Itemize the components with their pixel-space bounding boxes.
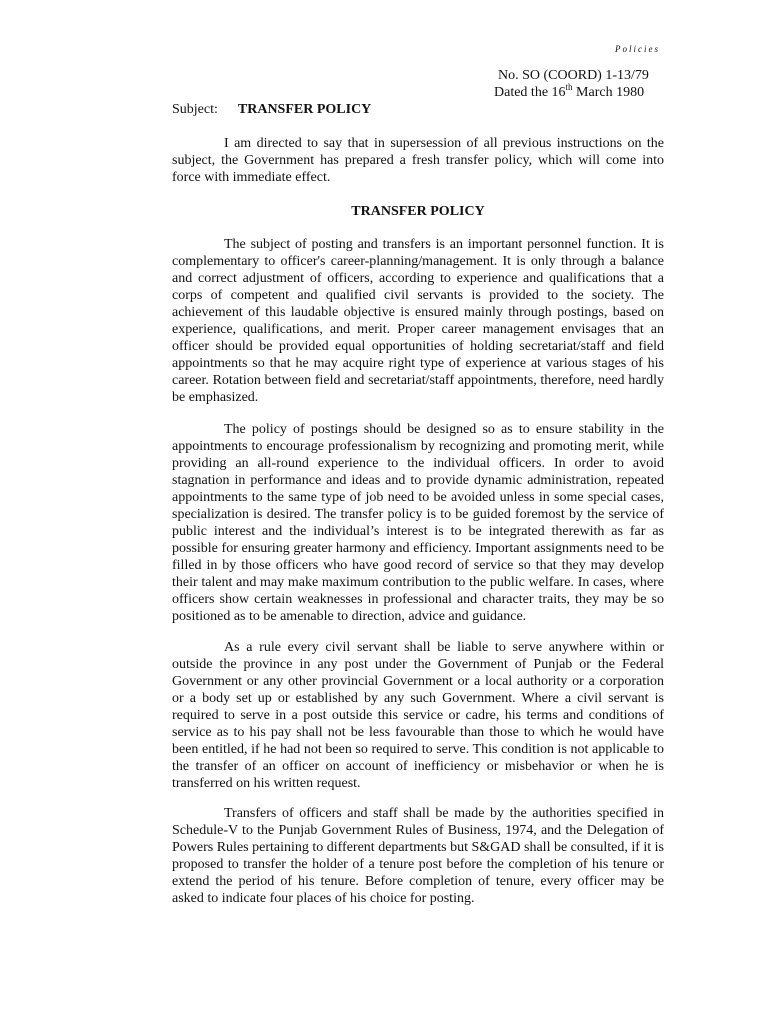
paragraph-text: The subject of posting and transfers is an important personnel function. It is complementary to officer's career-planning/management. It is only through a balance and correct adjustment of officers, according to experience and qualifications that a corps of competent and qualified civil servants is provided to the society. The achievement of this laudable objective is ensured mainly through postings, based on experience, qualifications, and merit. Proper career management envisages that an officer should be provided equal opportunities of holding secretariat/staff and field appointments so that he may acquire right type of experience at various stages of his career. Rotation between field and secretariat/staff appointments, therefore, need hardly be emphasized. bbox=[172, 237, 664, 405]
paragraph-text: Transfers of officers and staff shall be made by the authorities specified in Schedule-V to the Punjab Government Rules of Business, 1974, and the Delegation of Powers Rules pertaining to different departments but S&GAD shall be consulted, if it is proposed to transfer the holder of a tenure post before the completion of his tenure or extend the period of his tenure. Before completion of tenure, every officer may be asked to indicate four places of his choice for posting. bbox=[172, 806, 664, 906]
date-rest: March 1980 bbox=[572, 85, 645, 100]
subject-line bbox=[172, 101, 371, 118]
date-suffix: th bbox=[565, 82, 573, 92]
paragraph-text: As a rule every civil servant shall be liable to serve anywhere within or outside the province in any post under the Government of Punjab or the Federal Government or any other provincial Government or a local authority or a corporation or a body set up or established by any such Government. Where a civil servant is required to serve in a post outside this service or cadre, his terms and conditions of service as to his pay shall not be less favourable than those to which he would have been entitled, if he had not been so required to serve. This condition is not applicable to the transfer of an officer on account of inefficiency or misbehavior or when he is transferred on his written request. bbox=[172, 640, 664, 791]
subject-label: Subject: bbox=[172, 102, 218, 117]
section-heading: TRANSFER POLICY bbox=[351, 204, 485, 219]
header-tag: Policies bbox=[615, 44, 660, 54]
reference-date bbox=[494, 84, 664, 101]
paragraph-2 bbox=[172, 421, 664, 625]
date-prefix: Dated the 16 bbox=[494, 85, 566, 100]
subject-title: TRANSFER POLICY bbox=[237, 102, 372, 117]
intro-paragraph bbox=[172, 135, 664, 186]
reference-block bbox=[494, 67, 664, 101]
reference-number: No. SO (COORD) 1-13/79 bbox=[498, 68, 649, 83]
paragraph-4 bbox=[172, 805, 664, 907]
paragraph-3 bbox=[172, 639, 664, 792]
paragraph-text: The policy of postings should be designed so as to ensure stability in the appointments to encourage professionalism by recognizing and promoting merit, while providing an all-round experience to the individual officers. In order to avoid stagnation in performance and ideas and to provide dynamic administration, repeated appointments to the same type of job need to be avoided unless in some special cases, specialization is desired. The transfer policy is to be guided foremost by the service of public interest and the individual’s interest is to be integrated therewith as far as possible for ensuring greater harmony and efficiency. Important assignments need to be filled in by those officers who have good record of service so that they may develop their talent and may make maximum contribution to the public welfare. In cases, where officers show certain weaknesses in professional and character traits, they may be so positioned as to be amenable to direction, advice and guidance. bbox=[172, 422, 664, 624]
paragraph-1 bbox=[172, 236, 664, 406]
intro-text: I am directed to say that in supersession of all previous instructions on the subject, the Government has prepared a fresh transfer policy, which will come into force with immediate effect. bbox=[172, 136, 664, 185]
